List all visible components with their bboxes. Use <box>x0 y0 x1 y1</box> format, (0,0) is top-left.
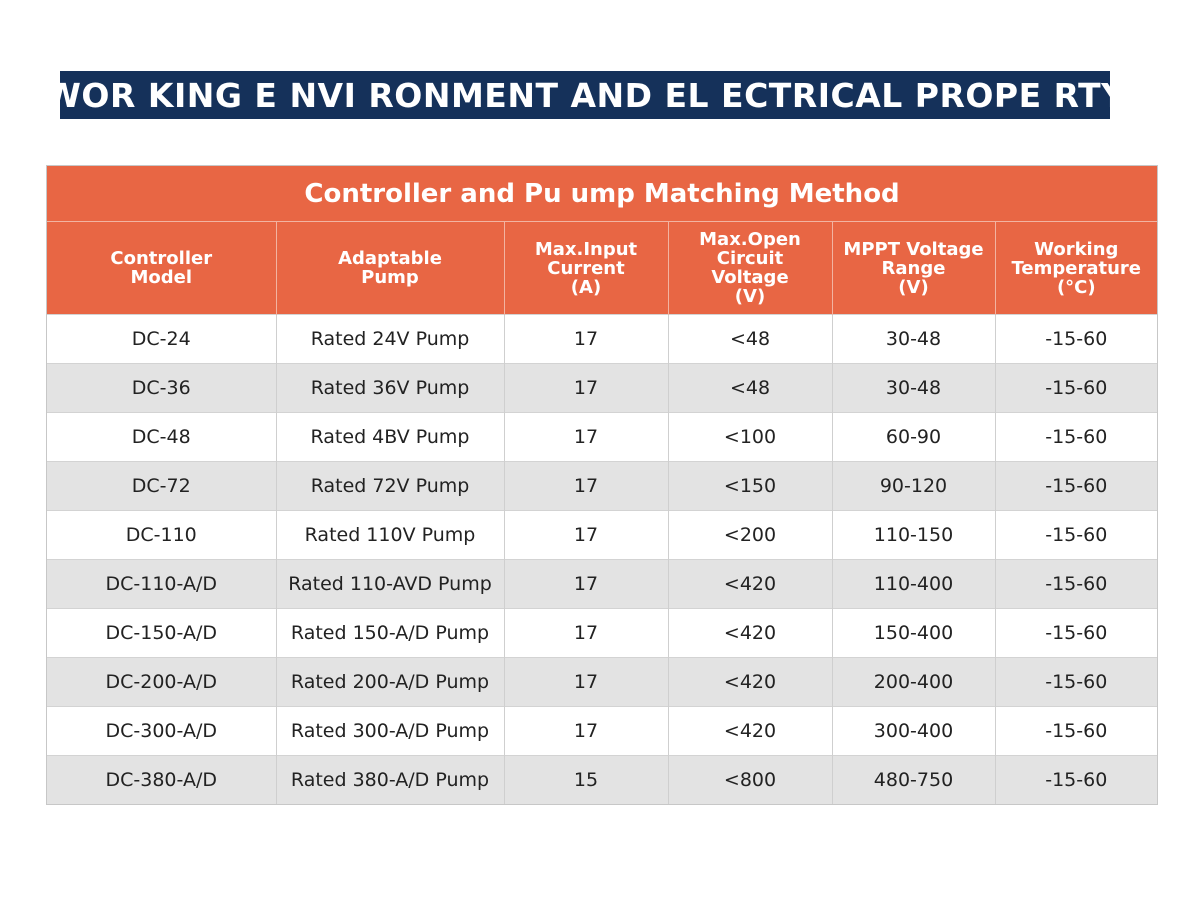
table-cell: -15-60 <box>995 756 1157 805</box>
table-cell: 200-400 <box>832 658 995 707</box>
table-cell: -15-60 <box>995 413 1157 462</box>
table-cell: <420 <box>668 560 832 609</box>
column-header-line: MPPT Voltage <box>843 238 984 260</box>
table-cell: <100 <box>668 413 832 462</box>
table-cell: <150 <box>668 462 832 511</box>
column-header-line: Max.Open <box>699 229 801 250</box>
table-cell: 30-48 <box>832 315 995 364</box>
table-row <box>47 413 1157 462</box>
table-cell: -15-60 <box>995 462 1157 511</box>
table-cell: Rated 150-A/D Pump <box>276 609 504 658</box>
table-row <box>47 560 1157 609</box>
table-cell: -15-60 <box>995 707 1157 756</box>
column-header <box>832 222 995 315</box>
table-body <box>47 315 1157 805</box>
column-header-line: Temperature <box>1011 257 1142 279</box>
table-row <box>47 511 1157 560</box>
table-cell: Rated 24V Pump <box>276 315 504 364</box>
table-row <box>47 462 1157 511</box>
column-header-line: Current <box>547 257 625 279</box>
table-cell: DC-72 <box>47 462 276 511</box>
column-header-line: Pump <box>361 267 419 288</box>
column-header-line: Working <box>1034 238 1119 260</box>
table-cell: 150-400 <box>832 609 995 658</box>
table-cell: 15 <box>504 756 668 805</box>
page-title-banner <box>44 71 1126 119</box>
table-cell: -15-60 <box>995 364 1157 413</box>
table-cell: <200 <box>668 511 832 560</box>
table-cell: <420 <box>668 707 832 756</box>
column-header-line: Max.Input <box>534 238 638 260</box>
table-header-row <box>47 222 1157 315</box>
page-title: WOR KING E NVI RONMENT AND EL ECTRICAL PROPE RTY <box>44 75 1126 115</box>
table-cell: <800 <box>668 756 832 805</box>
table-cell: 300-400 <box>832 707 995 756</box>
column-header-line: (V) <box>898 276 929 298</box>
table-cell: 480-750 <box>832 756 995 805</box>
table-cell: DC-200-A/D <box>47 658 276 707</box>
table-cell: 17 <box>504 609 668 658</box>
table-cell: <420 <box>668 609 832 658</box>
table-cell: DC-150-A/D <box>47 609 276 658</box>
table-row <box>47 658 1157 707</box>
table-cell: 17 <box>504 560 668 609</box>
column-header <box>504 222 668 315</box>
matching-table <box>47 166 1157 804</box>
column-header-line: Circuit <box>716 248 784 269</box>
table-cell: 17 <box>504 707 668 756</box>
table-cell: DC-48 <box>47 413 276 462</box>
table-cell: 17 <box>504 462 668 511</box>
column-header <box>668 222 832 315</box>
table-cell: Rated 72V Pump <box>276 462 504 511</box>
column-header-line: Controller <box>110 248 213 269</box>
table-cell: 17 <box>504 315 668 364</box>
table-cell: Rated 380-A/D Pump <box>276 756 504 805</box>
column-header-line: (°C) <box>1056 276 1096 298</box>
table-cell: Rated 110V Pump <box>276 511 504 560</box>
table-cell: <48 <box>668 315 832 364</box>
table-cell: 60-90 <box>832 413 995 462</box>
matching-table-container <box>46 165 1158 805</box>
table-cell: DC-300-A/D <box>47 707 276 756</box>
table-cell: 17 <box>504 413 668 462</box>
table-cell: -15-60 <box>995 658 1157 707</box>
table-cell: 30-48 <box>832 364 995 413</box>
table-row <box>47 707 1157 756</box>
table-caption: Controller and Pu ump Matching Method <box>47 166 1157 222</box>
column-header-line: (A) <box>570 276 602 298</box>
table-row <box>47 364 1157 413</box>
column-header-line: Voltage <box>711 267 789 288</box>
table-cell: Rated 36V Pump <box>276 364 504 413</box>
table-cell: DC-110 <box>47 511 276 560</box>
column-header <box>995 222 1157 315</box>
table-cell: Rated 4BV Pump <box>276 413 504 462</box>
table-cell: DC-380-A/D <box>47 756 276 805</box>
table-cell: -15-60 <box>995 609 1157 658</box>
table-cell: DC-36 <box>47 364 276 413</box>
table-cell: DC-24 <box>47 315 276 364</box>
column-header-line: Model <box>130 267 193 288</box>
column-header <box>47 222 276 315</box>
table-cell: Rated 200-A/D Pump <box>276 658 504 707</box>
table-cell: 17 <box>504 658 668 707</box>
column-header <box>276 222 504 315</box>
table-cell: <48 <box>668 364 832 413</box>
column-header-line: Range <box>881 257 946 279</box>
table-cell: <420 <box>668 658 832 707</box>
table-caption-row <box>47 166 1157 222</box>
table-row <box>47 315 1157 364</box>
table-cell: 17 <box>504 511 668 560</box>
table-cell: -15-60 <box>995 511 1157 560</box>
column-header-line: (V) <box>734 286 766 307</box>
table-cell: 110-400 <box>832 560 995 609</box>
table-cell: 17 <box>504 364 668 413</box>
table-cell: -15-60 <box>995 560 1157 609</box>
table-cell: Rated 110-AVD Pump <box>276 560 504 609</box>
table-cell: -15-60 <box>995 315 1157 364</box>
table-cell: 90-120 <box>832 462 995 511</box>
column-header-line: Adaptable <box>338 248 442 269</box>
table-row <box>47 756 1157 805</box>
table-cell: DC-110-A/D <box>47 560 276 609</box>
table-row <box>47 609 1157 658</box>
table-cell: 110-150 <box>832 511 995 560</box>
table-cell: Rated 300-A/D Pump <box>276 707 504 756</box>
